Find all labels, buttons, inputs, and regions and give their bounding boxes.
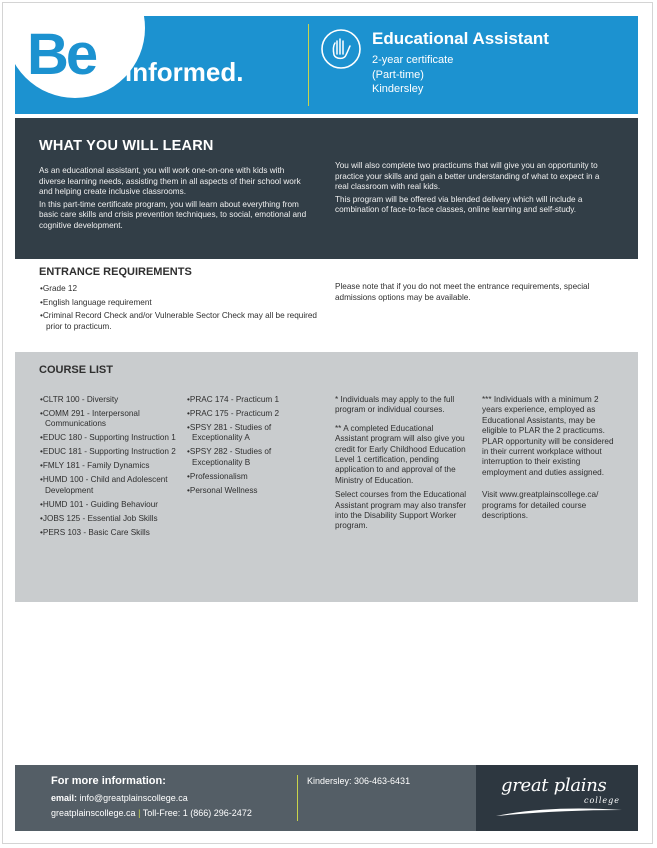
footer-web [51, 808, 252, 818]
list-item: • FMLY 181 - Family Dynamics [40, 461, 180, 471]
hand-icon [320, 28, 362, 70]
footer-divider [297, 775, 298, 821]
requirements-list [40, 284, 320, 335]
learn-left-column [39, 166, 309, 234]
admissions-note: Please note that if you do not meet the entrance requirements, special admissions options may be available. [335, 282, 590, 302]
list-item: • COMM 291 - Interpersonal Communications [40, 409, 180, 430]
footer-email [51, 793, 188, 803]
learn-paragraph: As an educational assistant, you will work one-on-one with kids with diverse learning needs, assisting them in all aspects of their school work and helping create inclusive classrooms. [39, 166, 301, 197]
list-item: • JOBS 125 - Essential Job Skills [40, 514, 180, 524]
list-item: • CLTR 100 - Diversity [40, 395, 180, 405]
kindersley-phone: Kindersley: 306-463-6431 [307, 776, 411, 786]
footer-separator: | [138, 808, 141, 818]
program-length: 2-year certificate [372, 54, 454, 66]
header-divider [308, 24, 309, 106]
list-item: • EDUC 180 - Supporting Instruction 1 [40, 433, 180, 443]
list-item: • SPSY 281 - Studies of Exceptionality A [187, 423, 315, 444]
logo-sub-text: college [584, 796, 621, 805]
college-logo [476, 765, 638, 831]
program-location: Kindersley [372, 83, 424, 95]
learn-paragraph: You will also complete two practicums that will give you an opportunity to practice your skills and gain a better understanding of what to expect in a real classroom with real kids. [335, 161, 600, 192]
learn-right-column [335, 161, 611, 218]
learn-paragraph: In this part-time certificate program, you will learn about everything from basic care skills and crisis prevention techniques, to social, emotional and cognitive development. [39, 199, 307, 230]
logo-informed: informed. [125, 57, 244, 87]
list-item: • Professionalism [187, 472, 315, 482]
program-details [372, 53, 453, 97]
logo-swoosh-icon [494, 805, 624, 819]
tollfree-number: Toll-Free: 1 (866) 296-2472 [142, 808, 252, 818]
list-item: • EDUC 181 - Supporting Instruction 2 [40, 447, 180, 457]
header-banner [15, 16, 638, 114]
list-item: • HUMD 100 - Child and Adolescent Development [40, 475, 180, 496]
course-note: *** Individuals with a minimum 2 years experience, employed as Educational Assistants, may be eligible to PLAR the 2 practicums. PLAR opportunity will be considered in their current workplace without interruption to their existing employment and duties assigned. [482, 395, 614, 477]
list-item: • Grade 12 [40, 284, 320, 295]
list-item: • Criminal Record Check and/or Vulnerable Sector Check may all be required prior to practicum. [40, 311, 320, 332]
list-item: • Personal Wellness [187, 486, 315, 496]
course-section [15, 352, 638, 602]
list-item: • PRAC 175 - Practicum 2 [187, 409, 315, 419]
list-item: • HUMD 101 - Guiding Behaviour [40, 500, 180, 510]
list-item: • PERS 103 - Basic Care Skills [40, 528, 180, 538]
course-column-1 [40, 395, 180, 542]
course-note: Visit www.greatplainscollege.ca/ programs for detailed course descriptions. [482, 490, 599, 521]
entrance-heading: ENTRANCE REQUIREMENTS [39, 266, 192, 278]
logo-main-text: great plains [501, 775, 607, 796]
email-label: email: [51, 793, 78, 803]
list-item: • English language requirement [40, 298, 320, 309]
website-link[interactable]: greatplainscollege.ca [51, 808, 136, 818]
learn-paragraph: This program will be offered via blended delivery which will include a combination of face-to-face classes, online learning and self-study. [335, 194, 583, 215]
course-column-2 [187, 395, 315, 500]
footer [15, 765, 638, 831]
footer-heading: For more information: [51, 775, 166, 787]
program-title: Educational Assistant [372, 29, 549, 48]
email-link[interactable]: info@greatplainscollege.ca [79, 793, 188, 803]
logo-be: Be [27, 22, 96, 87]
list-item: • PRAC 174 - Practicum 1 [187, 395, 315, 405]
course-note: * Individuals may apply to the full program or individual courses. [335, 395, 455, 415]
course-note: Select courses from the Educational Assistant program may also transfer into the Disability Support Worker program. [335, 490, 467, 531]
course-heading: COURSE LIST [39, 364, 113, 376]
course-note: ** A completed Educational Assistant program will also give you credit for Early Childhood Education Level 1 certification, pending application to and approval of the Ministry of Education. [335, 423, 466, 485]
course-notes-column [335, 395, 467, 540]
plar-notes-column [482, 395, 618, 529]
learn-heading: WHAT YOU WILL LEARN [39, 138, 214, 154]
program-mode: (Part-time) [372, 68, 424, 81]
learn-section [15, 118, 638, 259]
list-item: • SPSY 282 - Studies of Exceptionality B [187, 447, 315, 468]
